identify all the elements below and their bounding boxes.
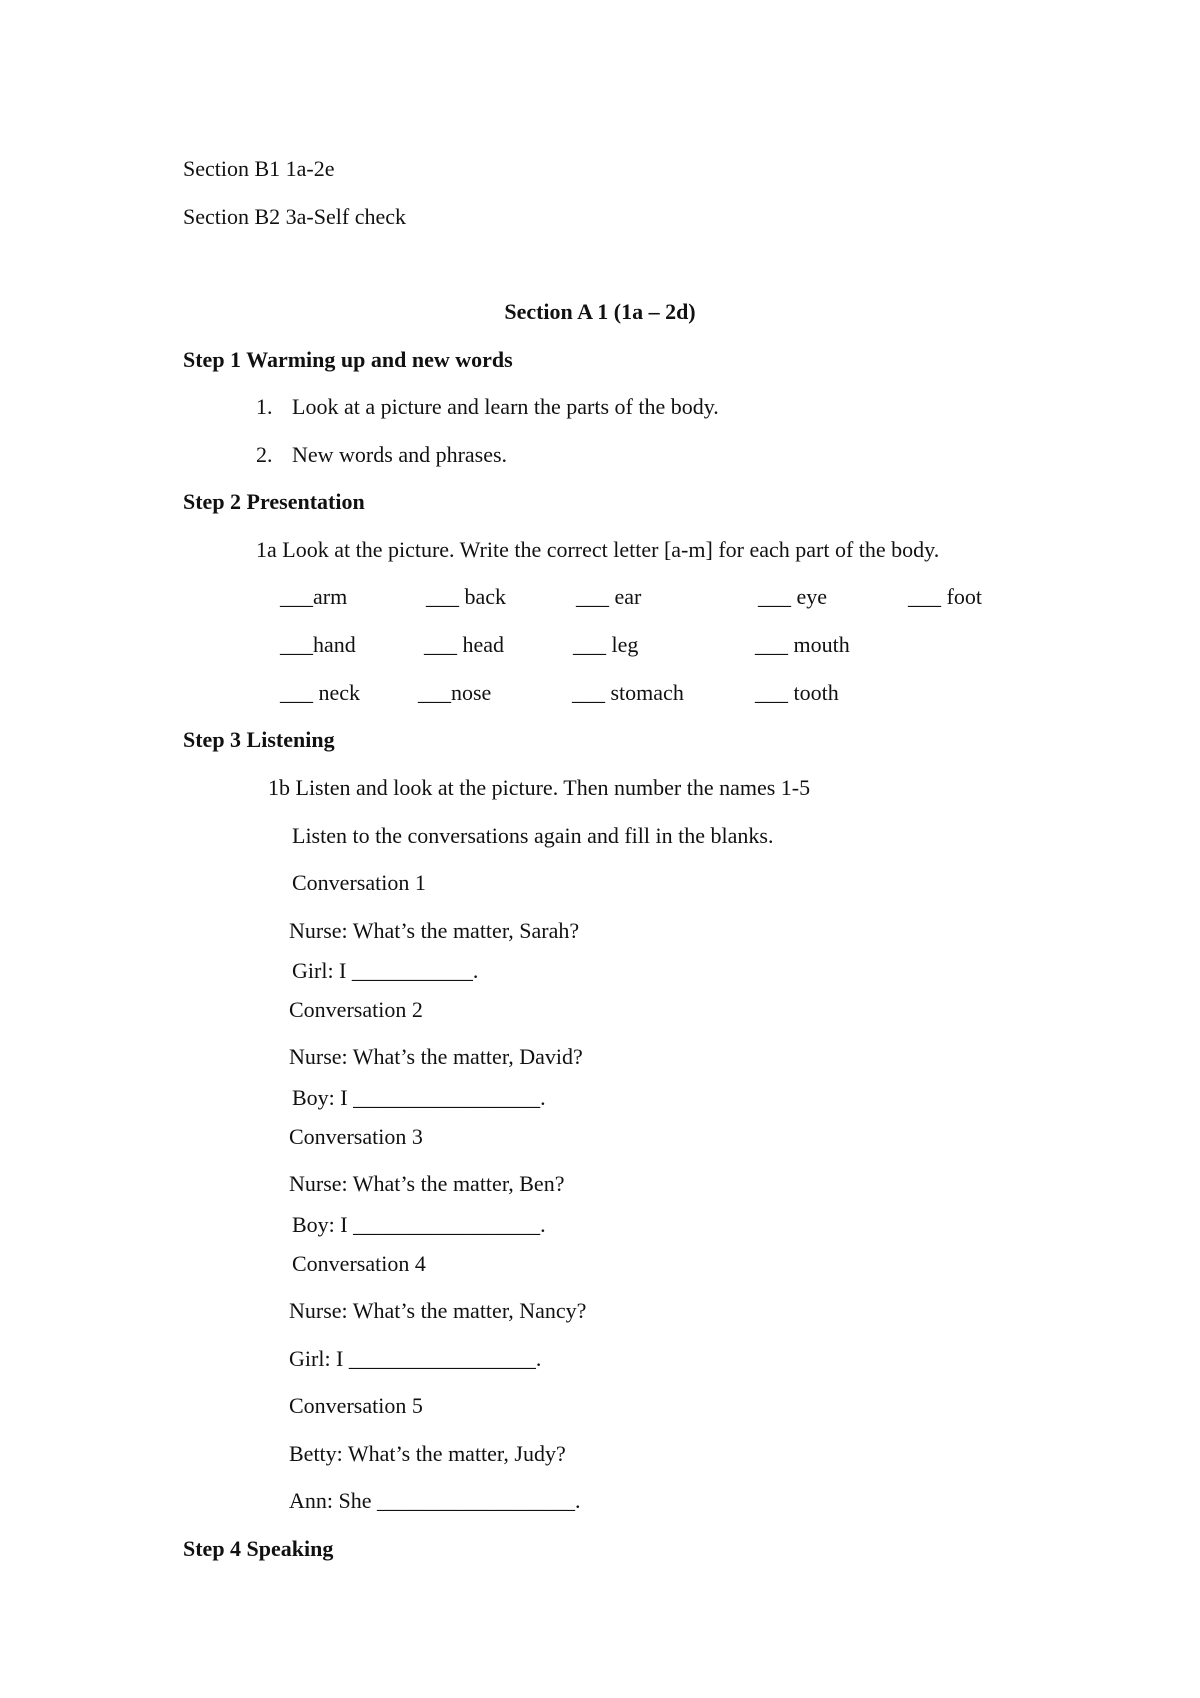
header-line-1: Section B1 1a-2e <box>183 156 335 181</box>
step3-title: Step 3 Listening <box>183 727 335 752</box>
conversation-4-label: Conversation 4 <box>292 1251 426 1276</box>
step2-instruction: 1a Look at the picture. Write the correct letter [a-m] for each part of the body. <box>256 537 940 562</box>
step1-item-1-num: 1. <box>256 394 273 419</box>
body-part-tooth: ___ tooth <box>755 680 839 705</box>
body-part-head: ___ head <box>424 632 505 657</box>
body-part-leg: ___ leg <box>573 632 639 657</box>
step1-item-1-text: Look at a picture and learn the parts of the body. <box>292 394 719 419</box>
body-part-foot: ___ foot <box>908 584 982 609</box>
body-part-back: ___ back <box>426 584 507 609</box>
step1-item-2-text: New words and phrases. <box>292 442 508 467</box>
step1-title: Step 1 Warming up and new words <box>183 347 513 372</box>
step4-title: Step 4 Speaking <box>183 1536 334 1561</box>
header-line-2: Section B2 3a-Self check <box>183 204 406 229</box>
body-part-ear: ___ ear <box>576 584 642 609</box>
conversation-1-label: Conversation 1 <box>292 870 426 895</box>
conversation-5-label: Conversation 5 <box>289 1393 423 1418</box>
conversation-1-question: Nurse: What’s the matter, Sarah? <box>289 918 580 943</box>
body-part-nose: ___nose <box>418 680 492 705</box>
conversation-5-answer: Ann: She __________________. <box>289 1488 581 1513</box>
body-part-neck: ___ neck <box>280 680 361 705</box>
section-title: Section A 1 (1a – 2d) <box>504 299 696 324</box>
conversation-4-question: Nurse: What’s the matter, Nancy? <box>289 1298 587 1323</box>
body-part-eye: ___ eye <box>758 584 828 609</box>
conversation-4-answer: Girl: I _________________. <box>289 1346 542 1371</box>
body-part-mouth: ___ mouth <box>755 632 850 657</box>
step3-instruction-1b: 1b Listen and look at the picture. Then number the names 1-5 <box>268 775 811 800</box>
conversation-3-answer: Boy: I _________________. <box>292 1212 546 1237</box>
body-part-arm: ___arm <box>280 584 348 609</box>
conversation-2-question: Nurse: What’s the matter, David? <box>289 1044 583 1069</box>
conversation-3-label: Conversation 3 <box>289 1124 423 1149</box>
body-part-stomach: ___ stomach <box>572 680 684 705</box>
step2-title: Step 2 Presentation <box>183 489 365 514</box>
conversation-2-answer: Boy: I _________________. <box>292 1085 546 1110</box>
conversation-2-label: Conversation 2 <box>289 997 423 1022</box>
conversation-3-question: Nurse: What’s the matter, Ben? <box>289 1171 565 1196</box>
step1-item-2-num: 2. <box>256 442 273 467</box>
body-part-hand: ___hand <box>280 632 356 657</box>
conversation-1-answer: Girl: I ___________. <box>292 958 479 983</box>
conversation-5-question: Betty: What’s the matter, Judy? <box>289 1441 566 1466</box>
step3-instruction-again: Listen to the conversations again and fill in the blanks. <box>292 823 774 848</box>
